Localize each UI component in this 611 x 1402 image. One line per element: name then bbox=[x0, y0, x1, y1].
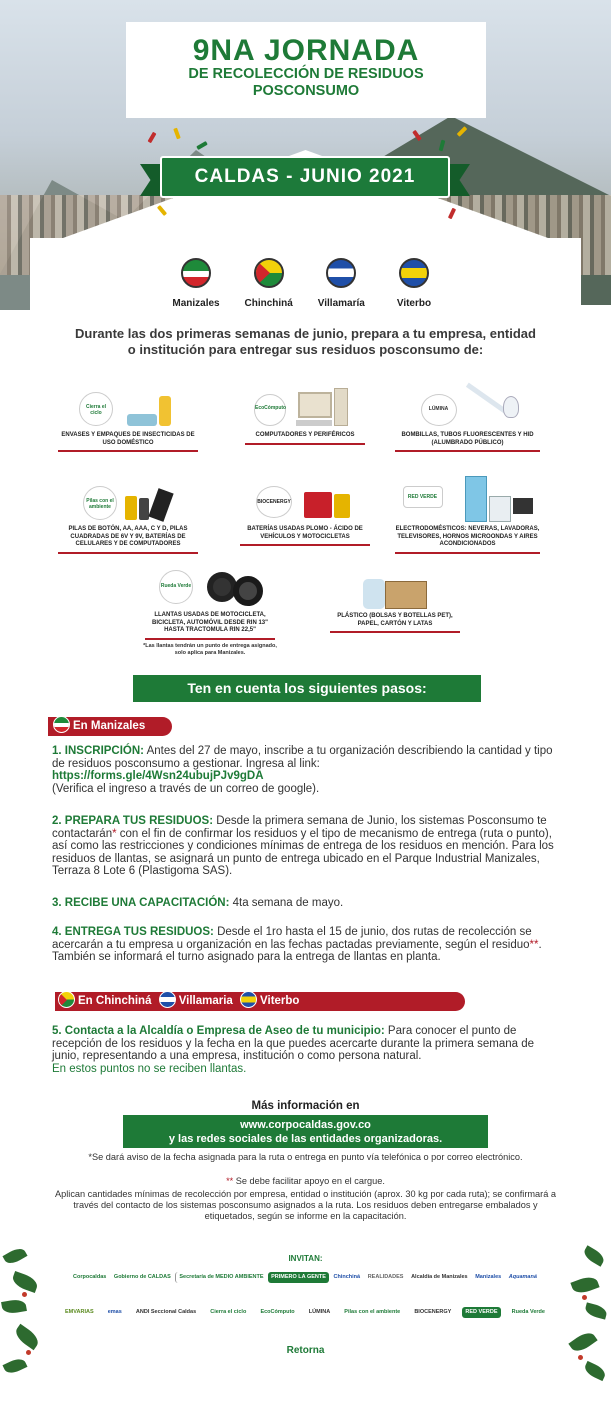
product-insecticides bbox=[58, 388, 198, 452]
leaf-icon bbox=[1, 1298, 27, 1315]
product-appliances bbox=[395, 476, 540, 554]
leaf-icon bbox=[581, 1245, 606, 1266]
recyclables-icon bbox=[355, 575, 435, 613]
section-other-municipalities: En Chinchiná Villamaria Viterbo bbox=[55, 992, 465, 1011]
logo-alcaldia-manizales: Alcaldía de Manizales bbox=[411, 1274, 468, 1280]
logo-retorna: Retorna bbox=[286, 1345, 325, 1356]
date-banner-text: CALDAS - JUNIO 2021 bbox=[160, 156, 450, 198]
viterbo-flag-icon bbox=[240, 991, 257, 1008]
title-line-3: POSCONSUMO bbox=[252, 83, 360, 99]
logo-pilas: Pilas con el ambiente bbox=[344, 1309, 401, 1315]
sponsor-logos-row-2 bbox=[62, 1307, 548, 1318]
manizales-flag-icon bbox=[53, 716, 70, 733]
flag-manizales: Manizales bbox=[160, 258, 232, 309]
logo-corpocaldas: Corpocaldas bbox=[73, 1274, 107, 1280]
more-info-label: Más información en bbox=[251, 1100, 360, 1112]
product-label: PLÁSTICO (BOLSAS Y BOTELLAS PET), PAPEL, CARTÓN Y LATAS bbox=[330, 613, 460, 633]
intro-text: Durante las dos primeras semanas de junio, prepara a tu empresa, entidad o institución para entregar sus residuos posconsumo de: bbox=[75, 326, 536, 357]
step-3: 3. RECIBE UNA CAPACITACIÓN: 4ta semana de mayo. bbox=[52, 897, 344, 909]
logo-rueda-verde: Rueda Verde bbox=[511, 1309, 545, 1315]
title-line-1: 9NA JORNADA bbox=[192, 34, 420, 67]
insecticide-icon: Cierra el ciclo bbox=[73, 388, 183, 432]
leaf-icon bbox=[584, 1302, 608, 1319]
tire-icon: Rueda Verde bbox=[155, 568, 265, 612]
registration-link[interactable]: https://forms.gle/4Wsn24ubujPJv9gDA bbox=[52, 770, 264, 782]
footnote-2: ** Se debe facilitar apoyo en el cargue. bbox=[226, 1176, 385, 1186]
logo-secretaria: Secretaría de MEDIO AMBIENTE bbox=[175, 1272, 266, 1283]
product-label: LLANTAS USADAS DE MOTOCICLETA, BICICLETA, AUTOMÓVIL DESDE RIN 13" HASTA TRACTOMULA RIN 22,5" bbox=[145, 612, 275, 640]
product-batteries bbox=[58, 482, 198, 554]
product-bulbs bbox=[395, 388, 540, 452]
logo-biocenergy: BIOCENERGY bbox=[414, 1309, 452, 1315]
coffee-berry-icon bbox=[26, 1350, 31, 1355]
chinchina-flag-icon bbox=[58, 991, 75, 1008]
logo-manizales: Manizales bbox=[475, 1274, 502, 1280]
villamaria-flag-icon bbox=[326, 258, 356, 288]
coffee-berry-icon bbox=[578, 1355, 583, 1360]
battery-icon: Pilas con el ambiente bbox=[73, 482, 183, 526]
step-4: 4. ENTREGA TUS RESIDUOS: Desde el 1ro hasta el 15 de junio, dos rutas de recolección se acercarán a tu empresa u organización en las fechas pactadas previamente, según el residuo**. También se informará el turno asignado para la entrega de llantas en planta. bbox=[52, 926, 542, 963]
chinchina-flag-icon bbox=[254, 258, 284, 288]
title-line-2: DE RECOLECCIÓN DE RESIDUOS bbox=[188, 66, 424, 82]
leaf-icon bbox=[2, 1356, 27, 1376]
product-lead-batteries bbox=[240, 482, 370, 546]
footnote-1: *Se dará aviso de la fecha asignada para la ruta o entrega en punto vía telefónica o por correo electrónico. bbox=[88, 1152, 523, 1162]
viterbo-flag-icon bbox=[399, 258, 429, 288]
logo-red-verde: RED VERDE bbox=[462, 1307, 500, 1318]
product-tires bbox=[145, 568, 275, 640]
logo-lumina: LÚMINA bbox=[308, 1309, 331, 1315]
logo-chinchina: Chinchiná bbox=[333, 1274, 361, 1280]
logo-emvarias: EMVARIAS bbox=[65, 1309, 94, 1315]
product-plastic bbox=[330, 575, 460, 633]
product-label: ELECTRODOMÉSTICOS: NEVERAS, LAVADORAS, TELEVISORES, HORNOS MICROONDAS Y AIRES ACONDICIONADOS bbox=[395, 526, 540, 554]
steps-title: Ten en cuenta los siguientes pasos: bbox=[133, 675, 481, 702]
title-box bbox=[126, 22, 486, 118]
website-box bbox=[123, 1115, 488, 1148]
tires-note: *Las llantas tendrán un punto de entrega asignado, solo aplica para Manizales. bbox=[143, 643, 277, 656]
logo-realidades: REALIDADES bbox=[367, 1274, 404, 1280]
product-label: ENVASES Y EMPAQUES DE INSECTICIDAS DE USO DOMÉSTICO bbox=[58, 432, 198, 452]
invitan-label: INVITAN: bbox=[288, 1254, 323, 1263]
municipality-flags bbox=[160, 258, 450, 309]
section-manizales: En Manizales bbox=[48, 717, 172, 736]
date-banner bbox=[140, 150, 470, 202]
flag-viterbo: Viterbo bbox=[378, 258, 450, 309]
logo-ecocomputo: EcoCómputo bbox=[260, 1309, 295, 1315]
appliance-icon: RED VERDE bbox=[403, 476, 533, 526]
logo-gobierno-caldas: Gobierno de CALDAS bbox=[113, 1274, 171, 1280]
coffee-berry-icon bbox=[22, 1292, 27, 1297]
villamaria-flag-icon bbox=[159, 991, 176, 1008]
computer-icon: EcoCómputo bbox=[250, 388, 360, 432]
leaf-icon bbox=[582, 1361, 607, 1381]
car-battery-icon: BIOCENERGY bbox=[250, 482, 360, 526]
step-1: 1. INSCRIPCIÓN: Antes del 27 de mayo, inscribe a tu organización describiendo la cantidad y tipo de residuos posconsumo a gestionar. Ingresa al link: https://forms.gle/4Wsn24ubujPJv9gDA (Verifica el ingreso a través de un correo de google). bbox=[52, 745, 553, 795]
product-label: BOMBILLAS, TUBOS FLUORESCENTES Y HID (ALUMBRADO PÚBLICO) bbox=[395, 432, 540, 452]
step-5: 5. Contacta a la Alcaldía o Empresa de Aseo de tu municipio: Para conocer el punto de recepción de los residuos y la fecha en la que puedes acercarte durante la primera semana de junio, representando a una empresa, institución o como persona natural. En estos puntos no se reciben llantas. bbox=[52, 1025, 535, 1075]
logo-andi: ANDI Seccional Caldas bbox=[135, 1309, 197, 1315]
footnote-3: Aplican cantidades mínimas de recolección por empresa, entidad o institución (aprox. 30 kg por cada ruta); se confirmará a través del contacto de los sistemas posconsumo asignados a la ruta. Los residuos deben entregarse embalados y etiquetados, según se informe en la capacitación. bbox=[55, 1189, 556, 1221]
leaf-icon bbox=[2, 1245, 27, 1266]
product-label: COMPUTADORES Y PERIFÉRICOS bbox=[245, 432, 365, 445]
coffee-berry-icon bbox=[582, 1295, 587, 1300]
bulb-icon: LÚMINA bbox=[413, 388, 523, 432]
flag-villamaria: Villamaría bbox=[305, 258, 377, 309]
website-sub: y las redes sociales de las entidades organizadoras. bbox=[168, 1133, 443, 1145]
manizales-flag-icon bbox=[181, 258, 211, 288]
product-label: BATERÍAS USADAS PLOMO - ÁCIDO DE VEHÍCULOS Y MOTOCICLETAS bbox=[240, 526, 370, 546]
sponsor-logos-row-1 bbox=[70, 1272, 540, 1283]
website-link[interactable]: www.corpocaldas.gov.co bbox=[240, 1119, 371, 1131]
flag-chinchina: Chinchiná bbox=[233, 258, 305, 309]
logo-emas: emas bbox=[107, 1309, 122, 1315]
product-label: PILAS DE BOTÓN, AA, AAA, C Y D, PILAS CUADRADAS DE 6V Y 9V, BATERÍAS DE CELULARES Y DE COMPUTADORES bbox=[58, 526, 198, 554]
logo-cierra-el-ciclo: Cierra el ciclo bbox=[210, 1309, 247, 1315]
logo-primero-la-gente: PRIMERO LA GENTE bbox=[268, 1272, 329, 1283]
step-2: 2. PREPARA TUS RESIDUOS: Desde la primera semana de Junio, los sistemas Posconsumo te contactarán* con el fin de confirmar los residuos y el tipo de mecanismo de entrega (ruta o punto), así como las restricciones y condiciones mínimas de entrega de los residuos en mención. Para los residuos de llantas, se asignará un punto de entrega ubicado en el Parque Industrial Manizales, Terraza 8 Lote 6 (Plastigoma SAS). bbox=[52, 815, 554, 877]
product-computers bbox=[245, 388, 365, 445]
logo-aquamana: Aquamaná bbox=[508, 1274, 537, 1280]
